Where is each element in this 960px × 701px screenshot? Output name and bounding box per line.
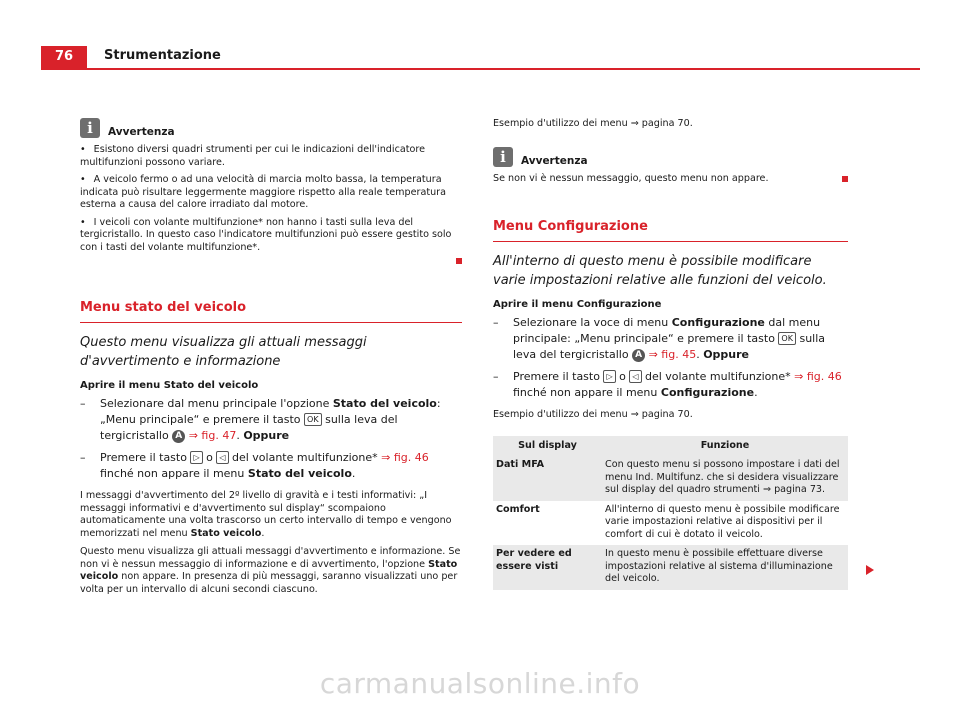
note-heading bbox=[80, 118, 462, 138]
left-arrow-key-icon: ◁ bbox=[629, 370, 641, 383]
right-column bbox=[493, 118, 848, 590]
continue-arrow-icon bbox=[866, 565, 874, 575]
table-header bbox=[493, 436, 848, 457]
info-icon: i bbox=[80, 118, 100, 138]
figure-link[interactable]: ⇒ fig. 46 bbox=[794, 370, 842, 383]
note-heading bbox=[493, 147, 848, 167]
example-reference: Esempio d'utilizzo dei menu ⇒ pagina 70. bbox=[493, 118, 693, 129]
table-row bbox=[493, 501, 848, 546]
note-title: Avvertenza bbox=[521, 154, 588, 167]
open-menu-heading: Aprire il menu Stato del veicolo bbox=[80, 380, 259, 391]
note-text: Se non vi è nessun messaggio, questo menu non appare. bbox=[493, 172, 769, 184]
page-number: 76 bbox=[41, 46, 87, 68]
column-header: Funzione bbox=[602, 436, 848, 457]
ok-key: OK bbox=[778, 332, 796, 345]
left-arrow-key-icon: ◁ bbox=[216, 451, 228, 464]
note-item: • A veicolo fermo o ad una velocità di marcia molto bassa, la temperatura indicata può risultare leggermente maggiore rispetto alla reale temperatura esterna a causa del calore irradiato dal motore. bbox=[80, 174, 447, 210]
section-subtitle: Questo menu visualizza gli attuali messaggi d'avvertimento e informazione bbox=[80, 335, 367, 369]
section-subtitle: All'interno di questo menu è possibile modificare varie impostazioni relative alle funzioni del veicolo. bbox=[493, 254, 827, 288]
table-cell: Dati MFA bbox=[493, 456, 602, 501]
left-column bbox=[80, 118, 462, 596]
end-mark bbox=[842, 176, 848, 182]
section-title: Menu Configurazione bbox=[493, 219, 848, 242]
note-title: Avvertenza bbox=[108, 126, 175, 138]
figure-link[interactable]: ⇒ fig. 46 bbox=[381, 451, 429, 464]
key-a-icon: A bbox=[632, 349, 645, 362]
header-rule bbox=[41, 68, 920, 70]
step: – Premere il tasto ▷ o ◁ del volante multifunzione* ⇒ fig. 46 finché non appare il menu Stato del veicolo. bbox=[80, 451, 429, 480]
column-header: Sul display bbox=[493, 436, 602, 457]
note-item: • Esistono diversi quadri strumenti per cui le indicazioni dell'indicatore multifunzioni possono variare. bbox=[80, 144, 425, 168]
table-cell: In questo menu è possibile effettuare diverse impostazioni relative al sistema d'illuminazione del veicolo. bbox=[602, 545, 848, 590]
table-cell: All'interno di questo menu è possibile modificare varie impostazioni relative ai dispositivi per il comfort di cui è dotato il veicolo. bbox=[605, 503, 840, 540]
table-row bbox=[493, 545, 848, 590]
chapter-title: Strumentazione bbox=[104, 48, 221, 63]
open-menu-heading: Aprire il menu Configurazione bbox=[493, 299, 662, 310]
section-title: Menu stato del veicolo bbox=[80, 300, 462, 323]
paragraph: I messaggi d'avvertimento del 2º livello di gravità e i testi informativi: „I messaggi informativi e d'avvertimento sul display“ scompaiono automaticamente una volta trascorso un certo intervallo di tempo e vengono memorizzati nel menu Stato veicolo. bbox=[80, 490, 452, 539]
step: – Premere il tasto ▷ o ◁ del volante multifunzione* ⇒ fig. 46 finché non appare il menu Configurazione. bbox=[493, 370, 842, 399]
function-table bbox=[493, 436, 848, 590]
watermark: carmanualsonline.info bbox=[319, 667, 641, 700]
figure-link[interactable]: ⇒ fig. 45 bbox=[648, 348, 697, 361]
table-cell: Per vedere ed essere visti bbox=[493, 545, 602, 590]
table-row bbox=[493, 456, 848, 501]
note-item: • I veicoli con volante multifunzione* non hanno i tasti sulla leva del tergicristallo. In questo caso l'indicatore multifunzioni può essere gestito solo con i tasti del volante multifunzione*. bbox=[80, 216, 452, 253]
step: – Selezionare dal menu principale l'opzione Stato del veicolo: „Menu principale“ e premere il tasto OK sulla leva del tergicristallo A ⇒ fig. 47. Oppure bbox=[80, 397, 441, 442]
end-mark bbox=[456, 258, 462, 264]
right-arrow-key-icon: ▷ bbox=[190, 451, 202, 464]
info-icon: i bbox=[493, 147, 513, 167]
paragraph: Questo menu visualizza gli attuali messaggi d'avvertimento e informazione. Se non vi è nessun messaggio di informazione e di avvertimento, l'opzione Stato veicolo non appare. In presenza di più messaggi, saranno visualizzati uno per volta per un intervallo di alcuni secondi ciascuno. bbox=[80, 546, 461, 595]
table-cell: Comfort bbox=[496, 503, 540, 515]
key-a-icon: A bbox=[172, 430, 185, 443]
right-arrow-key-icon: ▷ bbox=[603, 370, 615, 383]
example-reference: Esempio d'utilizzo dei menu ⇒ pagina 70. bbox=[493, 409, 693, 420]
note-list bbox=[80, 144, 462, 254]
figure-link[interactable]: ⇒ fig. 47 bbox=[188, 429, 237, 442]
step: – Selezionare la voce di menu Configurazione dal menu principale: „Menu principale“ e premere il tasto OK sulla leva del tergicristallo A ⇒ fig. 45. Oppure bbox=[493, 316, 826, 361]
ok-key: OK bbox=[304, 413, 322, 426]
table-cell: Con questo menu si possono impostare i dati del menu Ind. Multifunz. che si desidera visualizzare sul display del quadro strumenti ⇒ pagina 73. bbox=[602, 456, 848, 501]
